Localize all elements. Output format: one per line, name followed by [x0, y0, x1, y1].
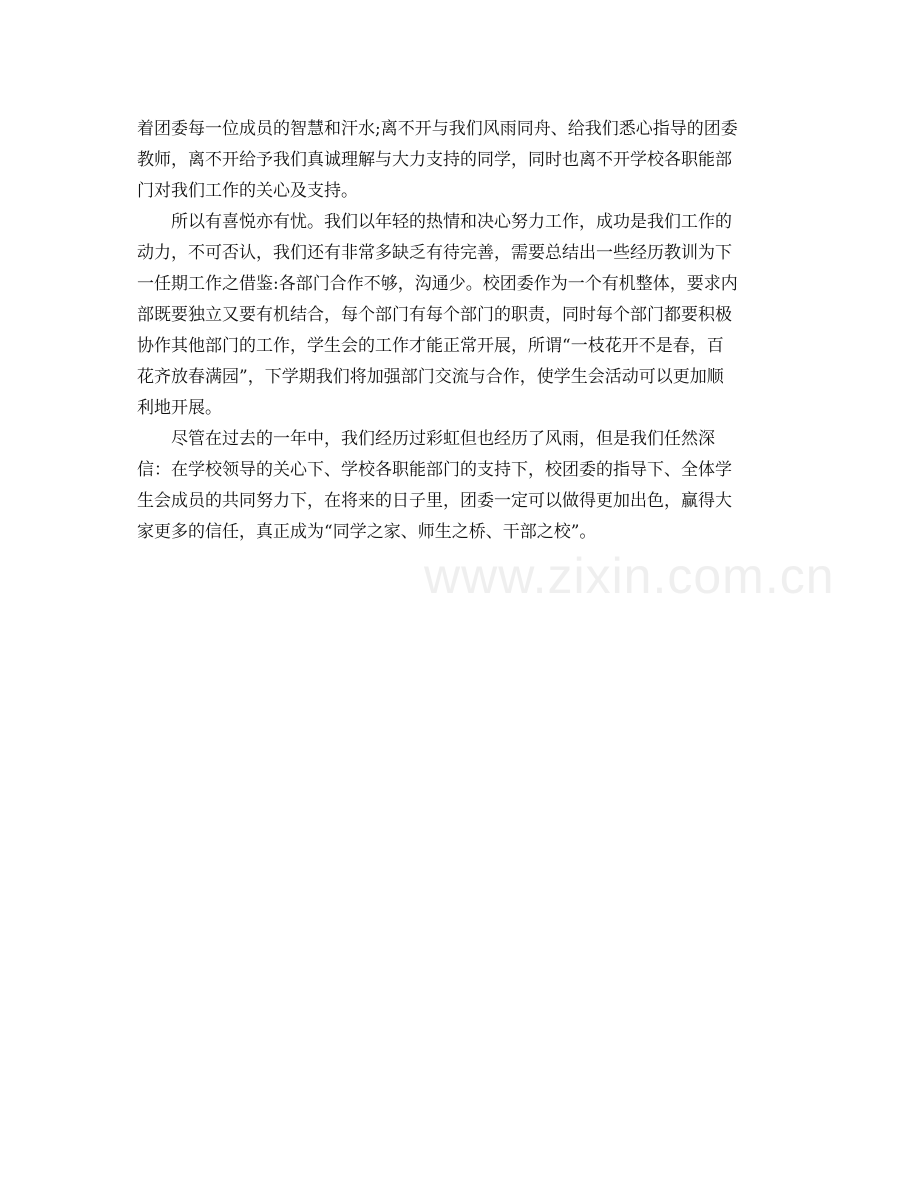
- text-line: 动力，不可否认，我们还有非常多缺乏有待完善，需要总结出一些经历教训为下: [137, 243, 732, 263]
- text-line: 门对我们工作的关心及支持。: [137, 181, 358, 201]
- paragraph-1: [137, 114, 787, 207]
- text-line: 花齐放春满园”，下学期我们将加强部门交流与合作，使学生会活动可以更加顺: [137, 367, 724, 387]
- text-line: 所以有喜悦亦有忧。我们以年轻的热情和决心努力工作，成功是我们工作的: [171, 212, 732, 232]
- text-line: 部既要独立又要有机结合，每个部门有每个部门的职责，同时每个部门都要积极: [137, 305, 732, 325]
- text-line: 生会成员的共同努力下，在将来的日子里，团委一定可以做得更加出色，赢得大: [137, 491, 732, 511]
- document-body: [137, 114, 787, 548]
- text-line: 家更多的信任，真正成为“同学之家、师生之桥、干部之校”。: [137, 522, 597, 542]
- text-line: 信：在学校领导的关心下、学校各职能部门的支持下，校团委的指导下、全体学: [137, 460, 732, 480]
- text-line: 协作其他部门的工作，学生会的工作才能正常开展，所谓“一枝花开不是春，百: [137, 336, 724, 356]
- text-line: 尽管在过去的一年中，我们经历过彩虹但也经历了风雨，但是我们任然深: [171, 429, 715, 449]
- watermark: www.zixin.com.cn: [424, 548, 835, 604]
- text-line: 着团委每一位成员的智慧和汗水;离不开与我们风雨同舟、给我们悉心指导的团委: [137, 119, 738, 139]
- paragraph-3: [137, 424, 787, 548]
- paragraph-2: [137, 207, 787, 424]
- text-line: 教师，离不开给予我们真诚理解与大力支持的同学，同时也离不开学校各职能部: [137, 150, 732, 170]
- text-line: 一任期工作之借鉴:各部门合作不够，沟通少。校团委作为一个有机整体，要求内: [137, 274, 738, 294]
- text-line: 利地开展。: [137, 398, 222, 418]
